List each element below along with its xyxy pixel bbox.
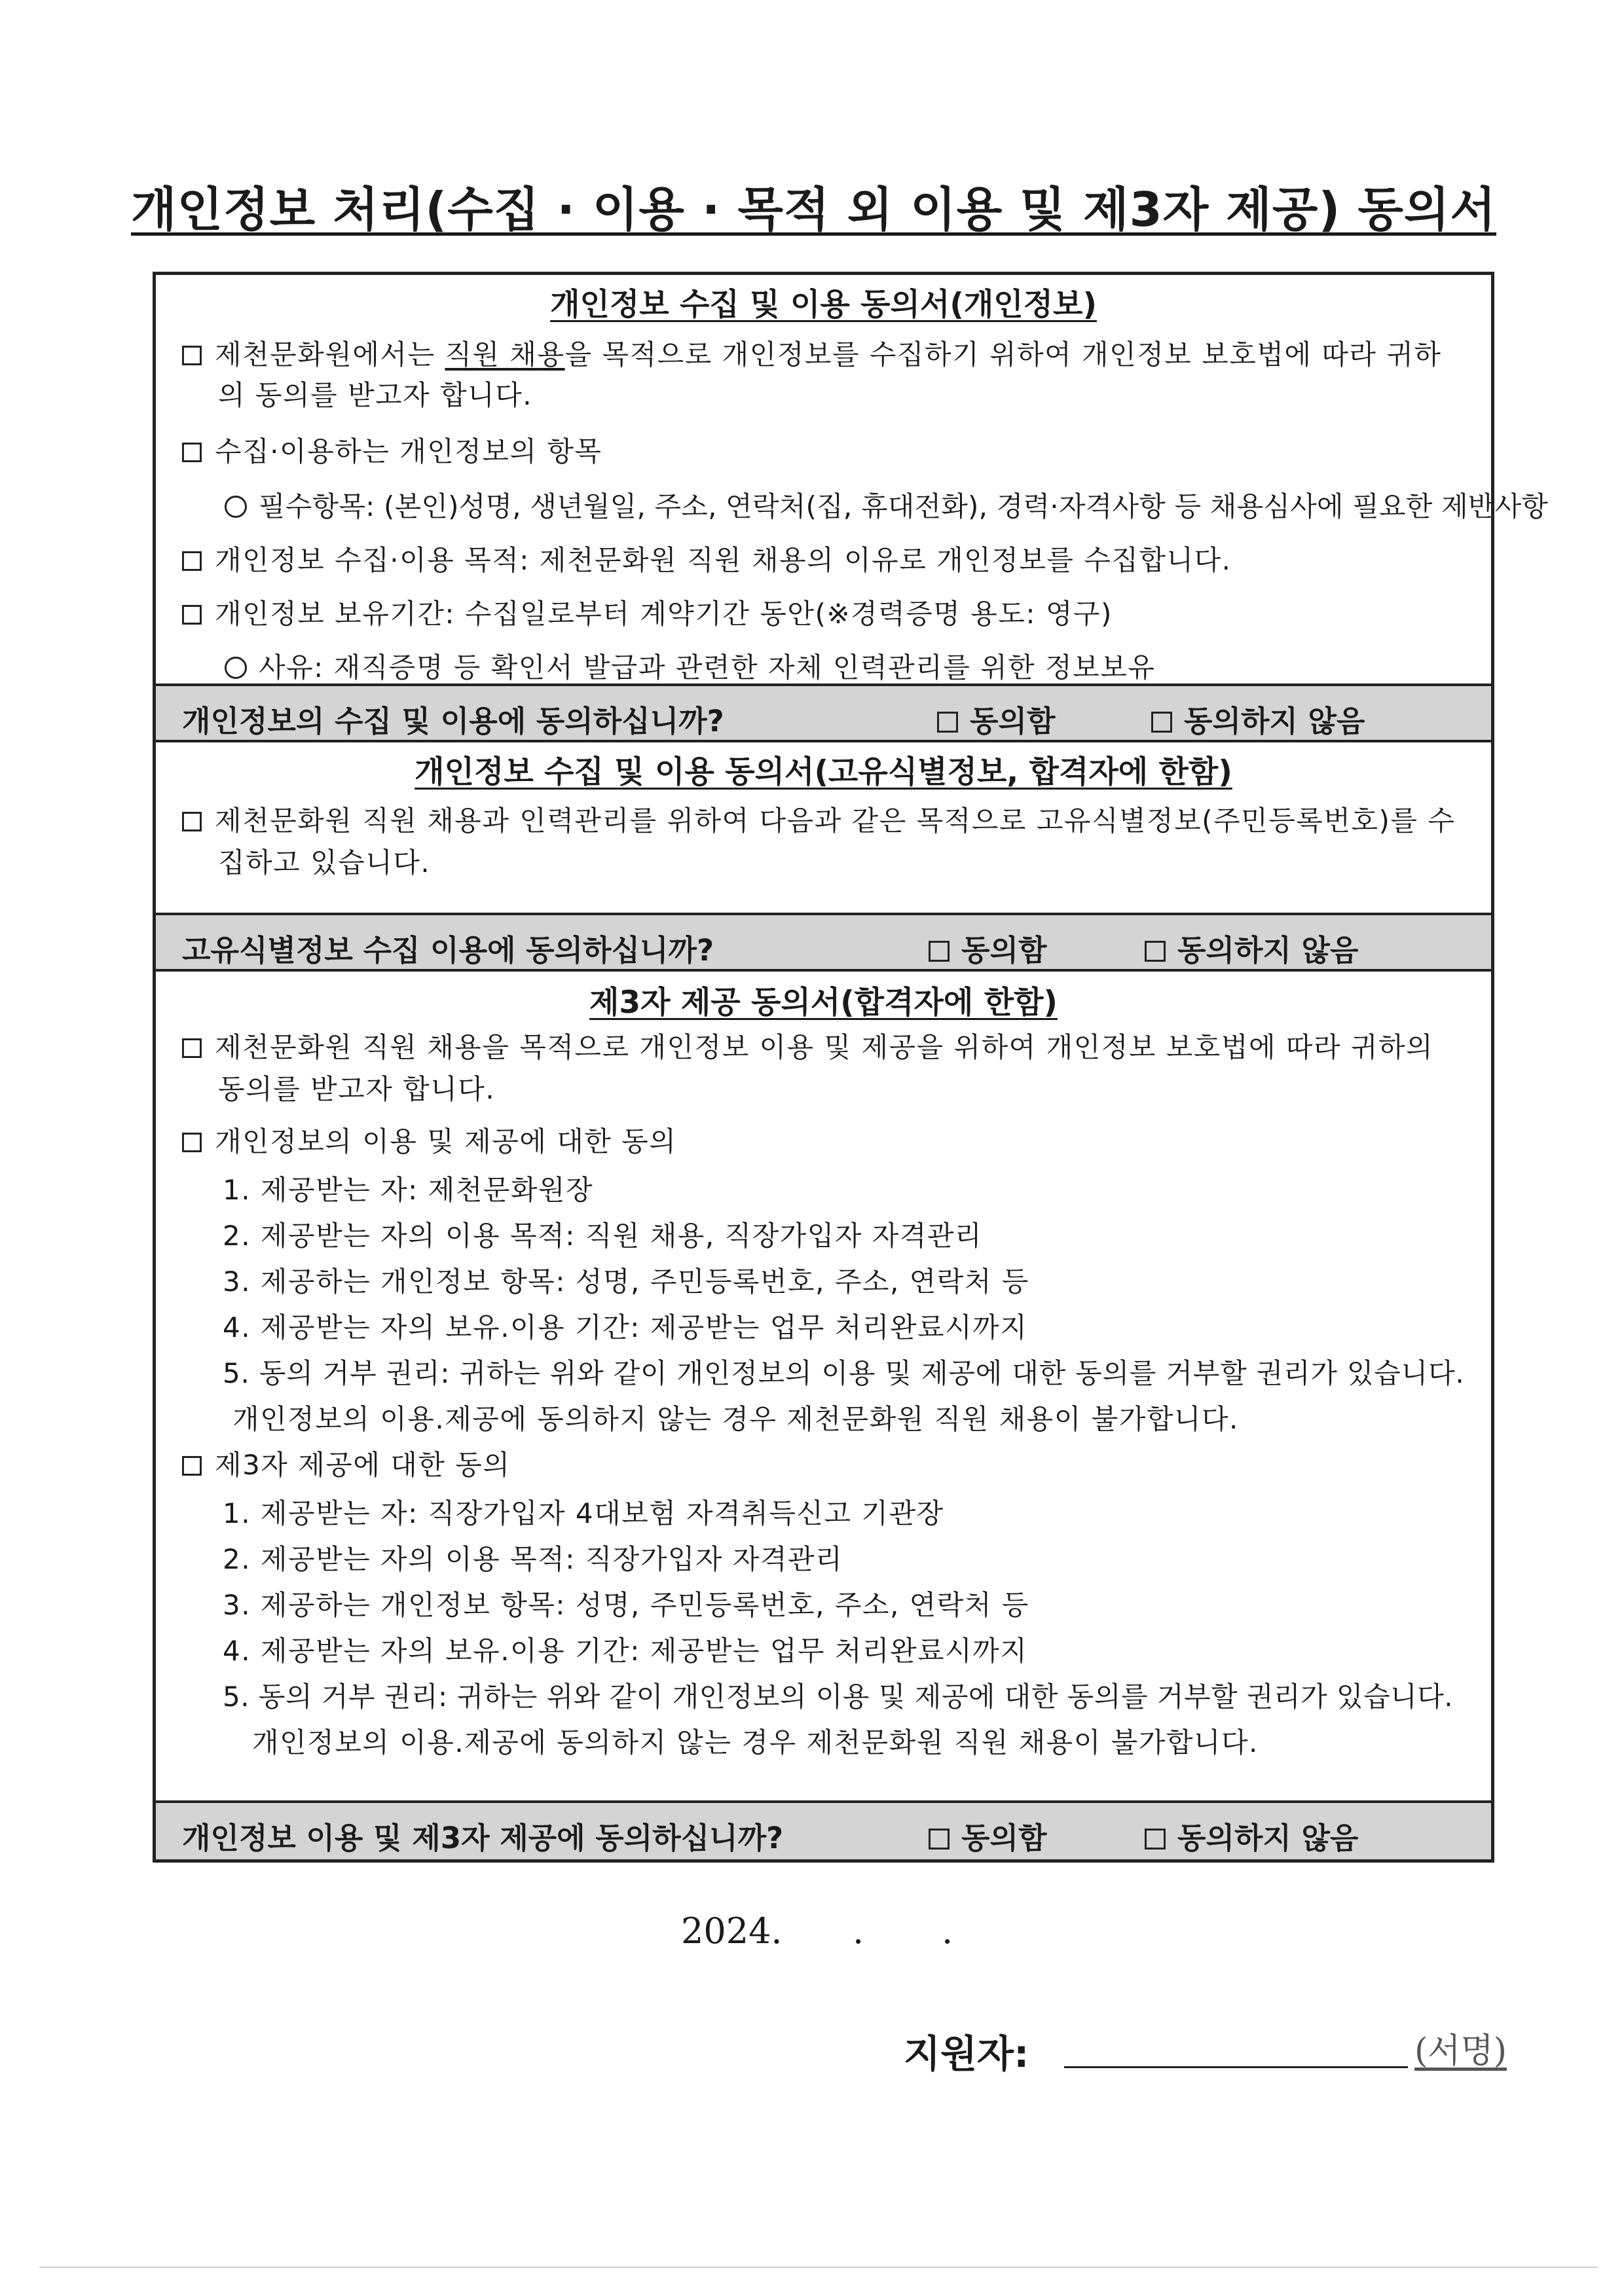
agree-option[interactable]: 동의함 xyxy=(937,697,1055,740)
numbered-item-cont: 개인정보의 이용.제공에 동의하지 않는 경우 제천문화원 직원 채용이 불가합니다. xyxy=(232,1403,1239,1435)
applicant-label: 지원자: xyxy=(904,2032,1029,2076)
section-heading: 개인정보 수집 및 이용 동의서(개인정보) xyxy=(550,287,1097,323)
square-bullet-icon xyxy=(182,798,206,844)
agree-question: 고유식별정보 수집 이용에 동의하십니까? xyxy=(182,933,714,968)
agree-bar-third-party xyxy=(156,1800,1491,1859)
numbered-item: 4. 제공받는 자의 보유.이용 기간: 제공받는 업무 처리완료시까지 xyxy=(223,1311,1028,1343)
numbered-item: 3. 제공하는 개인정보 항목: 성명, 주민등록번호, 주소, 연락처 등 xyxy=(223,1589,1029,1621)
page-bottom-rule xyxy=(39,2267,1598,2268)
list-item: 제3자 제공에 대한 동의 xyxy=(156,1442,1491,1488)
square-bullet-icon xyxy=(182,429,206,475)
list-item: 개인정보 보유기간: 수집일로부터 계약기간 동안(※경력증명 용도: 영구) xyxy=(156,591,1491,637)
agree-option[interactable]: 동의함 xyxy=(929,926,1046,969)
circle-bullet-icon xyxy=(225,496,247,518)
numbered-item: 3. 제공하는 개인정보 항목: 성명, 주민등록번호, 주소, 연락처 등 xyxy=(223,1266,1029,1298)
checkbox-icon[interactable] xyxy=(929,941,950,962)
square-bullet-icon xyxy=(182,1119,206,1165)
checkbox-icon[interactable] xyxy=(1151,712,1172,733)
underlined-purpose: 직원 채용 xyxy=(445,338,565,371)
section-heading: 개인정보 수집 및 이용 동의서(고유식별정보, 합격자에 한함) xyxy=(415,754,1232,790)
list-item-cont: 집하고 있습니다. xyxy=(218,847,431,879)
square-bullet-icon xyxy=(182,538,206,583)
agree-bar-unique-id xyxy=(156,913,1491,972)
agree-question: 개인정보의 수집 및 이용에 동의하십니까? xyxy=(182,704,724,738)
use-consent-list xyxy=(156,1167,1491,1442)
numbered-item: 1. 제공받는 자: 직장가입자 4대보험 자격취득신고 기관장 xyxy=(223,1497,944,1529)
checkbox-icon[interactable] xyxy=(1145,1829,1166,1850)
page-title: 개인정보 처리(수집 · 이용 · 목적 외 이용 및 제3자 제공) 동의서 xyxy=(131,182,1497,237)
numbered-item: 4. 제공받는 자의 보유.이용 기간: 제공받는 업무 처리완료시까지 xyxy=(223,1635,1028,1667)
section-personal-info xyxy=(156,275,1549,683)
list-item: 제천문화원 직원 채용을 목적으로 개인정보 이용 및 제공을 위하여 개인정보 보호법에 따라 귀하의 xyxy=(156,1025,1491,1070)
disagree-option[interactable]: 동의하지 않음 xyxy=(1145,1814,1359,1857)
sub-item: 필수항목: (본인)성명, 생년월일, 주소, 연락처(집, 휴대전화), 경력·자격사항 등 채용심사에 필요한 제반사항 xyxy=(156,484,1491,530)
numbered-item-cont: 개인정보의 이용.제공에 동의하지 않는 경우 제천문화원 직원 채용이 불가합니다. xyxy=(252,1726,1259,1758)
numbered-item: 2. 제공받는 자의 이용 목적: 직원 채용, 직장가입자 자격관리 xyxy=(223,1220,983,1252)
checkbox-icon[interactable] xyxy=(937,712,958,733)
list-item-cont: 의 동의를 받고자 합니다. xyxy=(218,379,533,411)
circle-bullet-icon xyxy=(225,657,247,679)
disagree-option[interactable]: 동의하지 않음 xyxy=(1151,697,1365,740)
section-unique-id xyxy=(156,742,1491,913)
disagree-option[interactable]: 동의하지 않음 xyxy=(1145,926,1359,969)
list-item: 제천문화원에서는 직원 채용을 목적으로 개인정보를 수집하기 위하여 개인정보 보호법에 따라 귀하 xyxy=(156,332,1491,378)
section-third-party xyxy=(156,972,1491,1800)
list-item: 수집·이용하는 개인정보의 항목 xyxy=(156,429,1491,475)
agree-bar-personal-info xyxy=(156,683,1491,742)
list-item: 개인정보 수집·이용 목적: 제천문화원 직원 채용의 이유로 개인정보를 수집합니다. xyxy=(156,538,1491,583)
numbered-item: 5. 동의 거부 권리: 귀하는 위와 같이 개인정보의 이용 및 제공에 대한 동의를 거부할 권리가 있습니다. xyxy=(223,1357,1465,1389)
agree-question: 개인정보 이용 및 제3자 제공에 동의하십니까? xyxy=(182,1821,784,1855)
section-heading: 제3자 제공 동의서(합격자에 한함) xyxy=(589,985,1058,1021)
numbered-item: 1. 제공받는 자: 제천문화원장 xyxy=(223,1174,594,1206)
sub-item: 사유: 재직증명 등 확인서 발급과 관련한 자체 인력관리를 위한 정보보유 xyxy=(156,645,1491,691)
list-item: 제천문화원 직원 채용과 인력관리를 위하여 다음과 같은 목적으로 고유식별정보(주민등록번호)를 수 xyxy=(156,798,1491,844)
numbered-item: 2. 제공받는 자의 이용 목적: 직장가입자 자격관리 xyxy=(223,1543,843,1575)
signature-note: (서명) xyxy=(1414,2032,1507,2071)
square-bullet-icon xyxy=(182,1442,206,1488)
list-item-cont: 동의를 받고자 합니다. xyxy=(218,1073,496,1105)
consent-form-frame xyxy=(153,272,1549,1863)
checkbox-icon[interactable] xyxy=(1145,941,1166,962)
signature-line[interactable] xyxy=(1064,2066,1408,2068)
square-bullet-icon xyxy=(182,332,206,378)
date-day-dot: . xyxy=(942,1910,953,1952)
third-party-list xyxy=(156,1491,1491,1766)
numbered-item: 5. 동의 거부 권리: 귀하는 위와 같이 개인정보의 이용 및 제공에 대한 동의를 거부할 권리가 있습니다. xyxy=(223,1681,1454,1713)
square-bullet-icon xyxy=(182,1025,206,1070)
square-bullet-icon xyxy=(182,591,206,637)
date-month-dot: . xyxy=(853,1910,864,1952)
list-item: 개인정보의 이용 및 제공에 대한 동의 xyxy=(156,1119,1491,1165)
agree-option[interactable]: 동의함 xyxy=(929,1814,1046,1857)
checkbox-icon[interactable] xyxy=(929,1829,950,1850)
date-year: 2024. xyxy=(681,1910,783,1952)
